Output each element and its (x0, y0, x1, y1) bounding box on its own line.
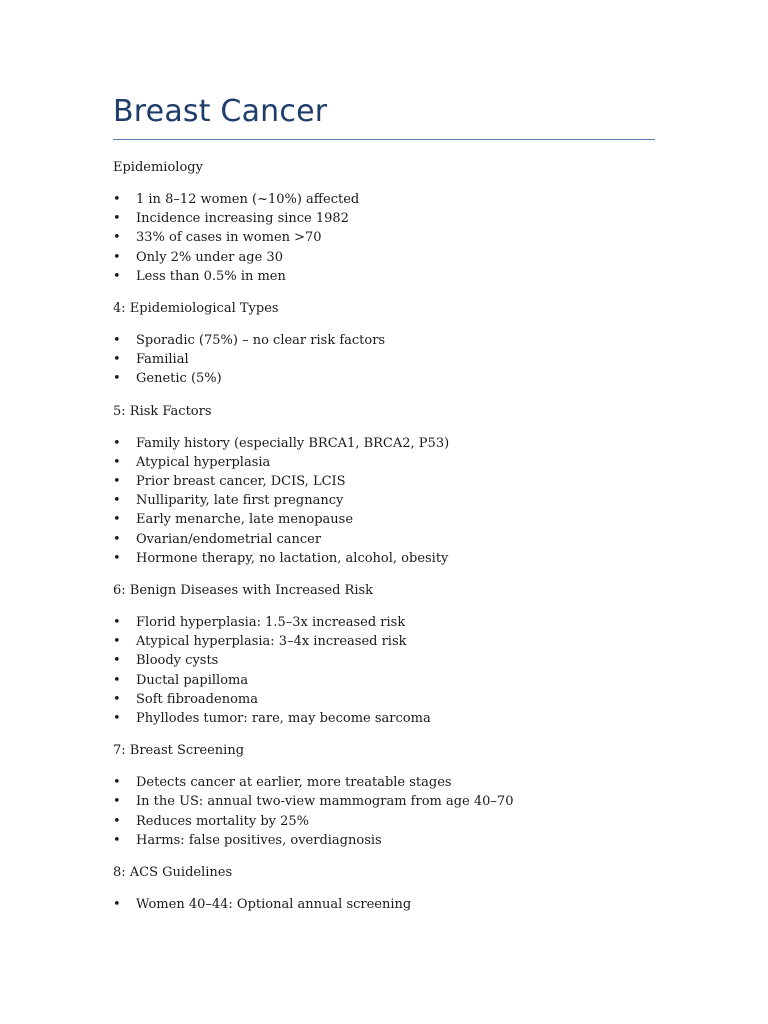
section-heading: 5: Risk Factors (113, 403, 212, 419)
list-item: • Genetic (5%) (113, 369, 673, 388)
section-heading: 6: Benign Diseases with Increased Risk (113, 583, 374, 599)
list-item: • Less than 0.5% in men (113, 267, 673, 286)
list-item: • Sporadic (75%) – no clear risk factors (113, 331, 673, 350)
list-item: • Detects cancer at earlier, more treatable stages (113, 773, 673, 792)
list-item: • 1 in 8–12 women (~10%) affected (113, 190, 673, 209)
bullet-list (113, 895, 673, 914)
section-heading: Epidemiology (113, 160, 203, 175)
title-underline (113, 139, 655, 140)
bullet-list (113, 190, 673, 286)
bullet-list (113, 434, 673, 568)
list-item: • Atypical hyperplasia (113, 453, 673, 472)
list-item: • Family history (especially BRCA1, BRCA2, P53) (113, 434, 673, 453)
list-item: • Familial (113, 350, 673, 369)
section-heading: 4: Epidemiological Types (113, 301, 279, 317)
list-item: • Women 40–44: Optional annual screening (113, 895, 673, 914)
section-heading: 8: ACS Guidelines (113, 865, 233, 881)
bullet-list (113, 331, 673, 389)
bullet-list (113, 613, 673, 728)
list-item: • Florid hyperplasia: 1.5–3x increased risk (113, 613, 673, 632)
list-item: • Prior breast cancer, DCIS, LCIS (113, 472, 673, 491)
list-item: • Soft fibroadenoma (113, 690, 673, 709)
section-heading: 7: Breast Screening (113, 743, 245, 759)
bullet-list (113, 773, 673, 850)
list-item: • Ovarian/endometrial cancer (113, 530, 673, 549)
list-item: • Only 2% under age 30 (113, 248, 673, 267)
list-item: • 33% of cases in women >70 (113, 228, 673, 247)
list-item: • Early menarche, late menopause (113, 510, 673, 529)
list-item: • Bloody cysts (113, 651, 673, 670)
list-item: • Incidence increasing since 1982 (113, 209, 673, 228)
list-item: • Nulliparity, late first pregnancy (113, 491, 673, 510)
list-item: • Reduces mortality by 25% (113, 812, 673, 831)
document-body (113, 158, 673, 927)
list-item: • Harms: false positives, overdiagnosis (113, 831, 673, 850)
document-title: Breast Cancer (113, 94, 328, 129)
list-item: • In the US: annual two-view mammogram from age 40–70 (113, 792, 673, 811)
list-item: • Ductal papilloma (113, 671, 673, 690)
list-item: • Hormone therapy, no lactation, alcohol, obesity (113, 549, 673, 568)
list-item: • Phyllodes tumor: rare, may become sarcoma (113, 709, 673, 728)
list-item: • Atypical hyperplasia: 3–4x increased risk (113, 632, 673, 651)
